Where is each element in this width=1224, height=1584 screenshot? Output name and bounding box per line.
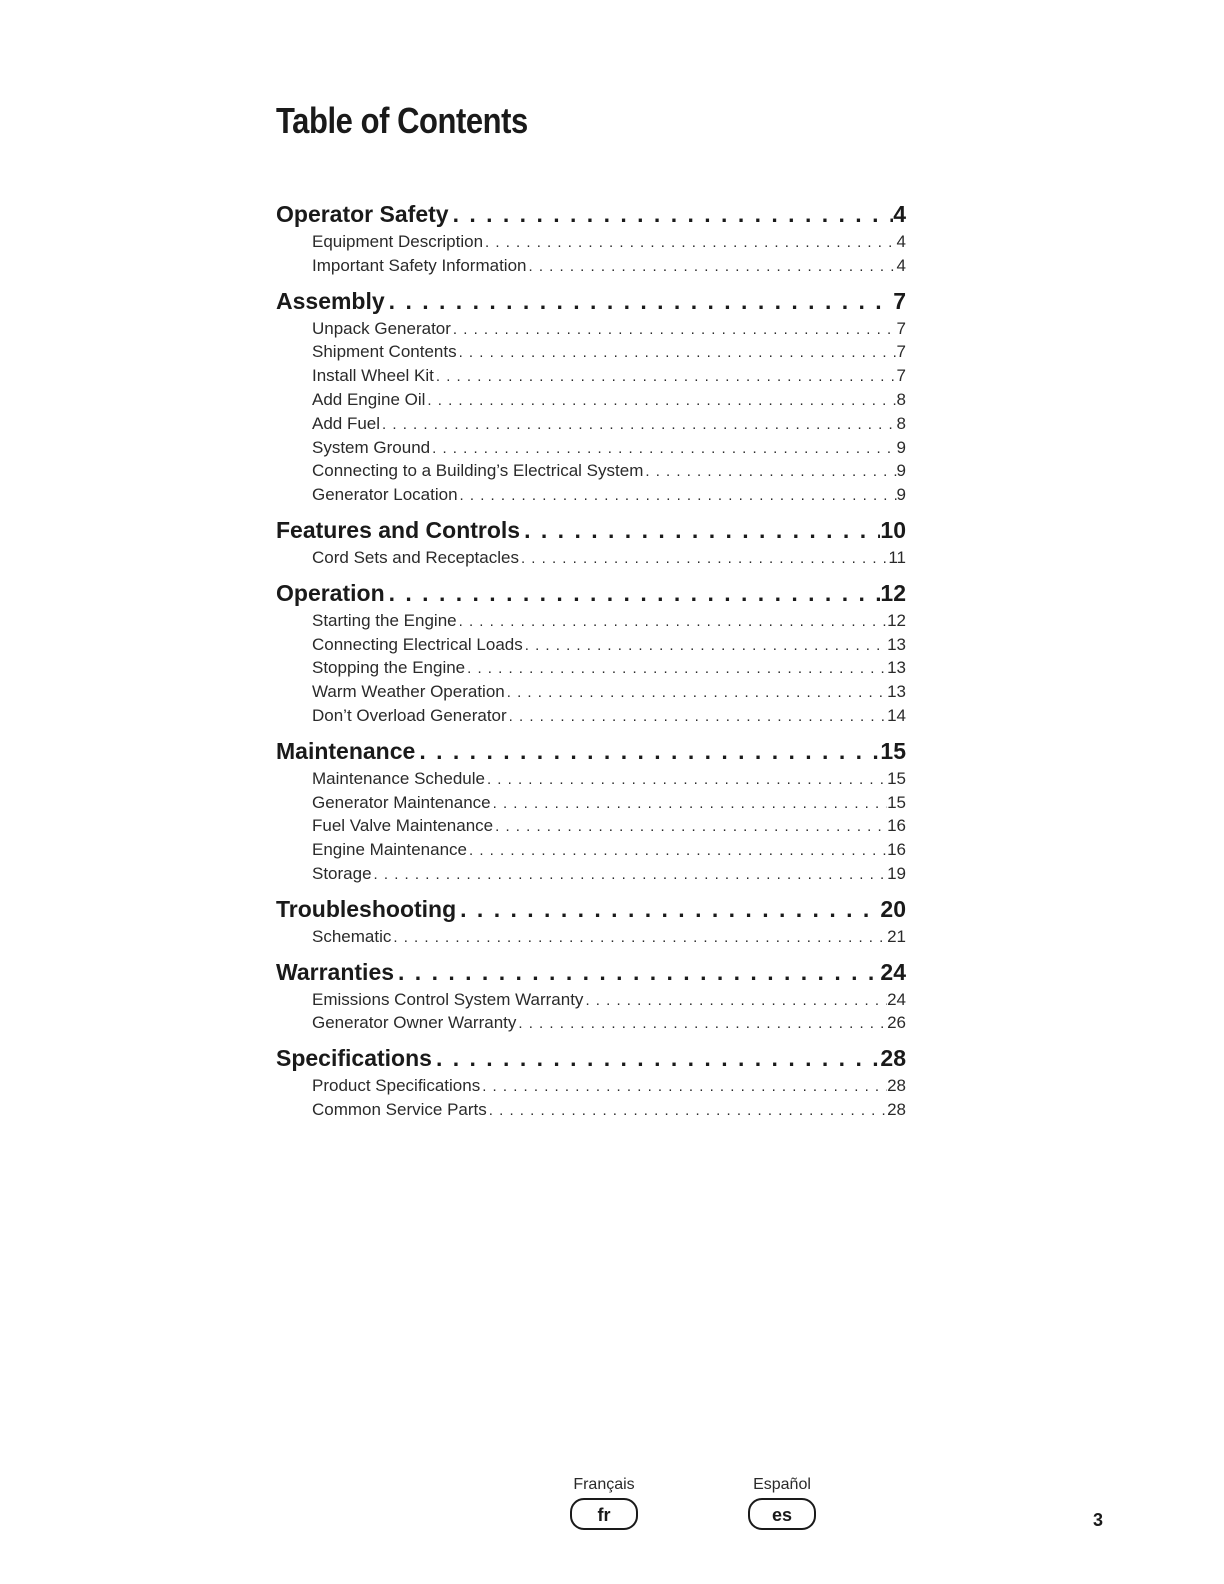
- toc-entry-page: 9: [896, 485, 906, 505]
- toc-entry-title: Emissions Control System Warranty: [312, 989, 584, 1009]
- toc-section-page: 10: [880, 516, 906, 543]
- toc-section-page: 12: [880, 579, 906, 606]
- dot-leader: [480, 1075, 887, 1098]
- dot-leader: [456, 893, 880, 925]
- dot-leader: [457, 341, 897, 364]
- toc-entry-page: 13: [887, 682, 906, 702]
- toc-entry[interactable]: [312, 656, 906, 680]
- toc-section-page: 24: [880, 958, 906, 985]
- toc-section-title: Assembly: [276, 287, 385, 314]
- dot-leader: [425, 389, 896, 412]
- toc-section-heading[interactable]: [276, 198, 906, 230]
- toc-entry-page: 7: [896, 366, 906, 386]
- toc-entry-title: Generator Location: [312, 485, 458, 505]
- toc-entry[interactable]: [312, 364, 906, 388]
- dot-leader: [434, 365, 897, 388]
- toc-entry-page: 4: [896, 232, 906, 251]
- toc-section-title: Troubleshooting: [276, 895, 457, 922]
- toc-entry-page: 16: [887, 840, 906, 860]
- toc-entry-page: 14: [887, 705, 906, 725]
- language-french-tab[interactable]: fr: [570, 1498, 638, 1530]
- toc-section-heading[interactable]: [276, 956, 906, 988]
- toc-section-page: 20: [880, 895, 906, 922]
- toc-entry[interactable]: [312, 1011, 906, 1035]
- toc-entry-title: Storage: [312, 863, 372, 883]
- toc-entry-title: Stopping the Engine: [312, 658, 466, 678]
- toc-section: [276, 198, 906, 278]
- toc-section-heading[interactable]: [276, 285, 906, 317]
- toc-entry[interactable]: [312, 459, 906, 483]
- language-french-label: Français: [573, 1476, 635, 1493]
- toc-entry-page: 8: [896, 413, 906, 433]
- toc-entry-title: Shipment Contents: [312, 342, 457, 362]
- page-title: Table of Contents: [276, 100, 528, 141]
- toc-section-title: Operator Safety: [276, 201, 449, 227]
- dot-leader: [519, 547, 888, 570]
- toc-entry-page: 15: [887, 792, 906, 812]
- toc-entry[interactable]: [312, 254, 906, 278]
- toc-section-heading[interactable]: [276, 514, 906, 546]
- toc-entry-title: Add Engine Oil: [312, 389, 426, 409]
- dot-leader: [507, 705, 887, 728]
- dot-leader: [394, 956, 880, 988]
- toc-entry-page: 8: [896, 389, 906, 409]
- toc-entry-title: Connecting to a Building’s Electrical System: [312, 461, 644, 481]
- dot-leader: [432, 1042, 880, 1074]
- toc-section: [276, 893, 906, 949]
- toc-entry[interactable]: [312, 483, 906, 507]
- toc-section: [276, 956, 906, 1036]
- toc-entry-page: 12: [887, 610, 906, 630]
- toc-entry-page: 28: [887, 1076, 906, 1096]
- toc-section-page: 7: [893, 287, 906, 314]
- toc-entry-page: 15: [887, 768, 906, 788]
- toc-entry-page: 26: [887, 1013, 906, 1033]
- toc-section-title: Warranties: [276, 958, 395, 985]
- toc-entry-title: Common Service Parts: [312, 1099, 487, 1119]
- toc-entry-title: Schematic: [312, 926, 392, 946]
- toc-entry-title: Product Specifications: [312, 1076, 481, 1096]
- toc-entry[interactable]: [312, 412, 906, 436]
- toc-entry-page: 7: [896, 342, 906, 362]
- toc-entry-page: 13: [887, 658, 906, 678]
- toc-entry[interactable]: [312, 633, 906, 657]
- toc-entry-title: Maintenance Schedule: [312, 768, 485, 788]
- dot-leader: [491, 792, 887, 815]
- toc-entry-page: 16: [887, 816, 906, 836]
- toc-section-title: Maintenance: [276, 737, 416, 764]
- toc-entry-title: Generator Owner Warranty: [312, 1013, 517, 1033]
- toc-entry[interactable]: [312, 862, 906, 886]
- toc-entry[interactable]: [312, 925, 906, 949]
- toc-entry-page: 24: [887, 989, 906, 1009]
- toc-entry-title: Important Safety Information: [312, 255, 527, 275]
- toc-entry-page: 4: [896, 255, 906, 275]
- language-spanish[interactable]: [744, 1474, 820, 1530]
- toc-entry-page: 9: [896, 461, 906, 481]
- dot-leader: [485, 768, 887, 791]
- toc-section-heading[interactable]: [276, 577, 906, 609]
- dot-leader: [430, 437, 896, 460]
- language-french[interactable]: [566, 1474, 642, 1530]
- language-spanish-tab[interactable]: es: [748, 1498, 816, 1530]
- toc-section-page: 28: [880, 1045, 906, 1072]
- toc-entry[interactable]: [312, 838, 906, 862]
- toc-entry[interactable]: [312, 1098, 906, 1122]
- toc-entry[interactable]: [312, 704, 906, 728]
- dot-leader: [449, 198, 894, 230]
- toc-entry[interactable]: [312, 680, 906, 704]
- toc-entry-title: Starting the Engine: [312, 610, 457, 630]
- dot-leader: [372, 863, 888, 886]
- toc-section-heading[interactable]: [276, 893, 906, 925]
- dot-leader: [527, 255, 897, 278]
- page-number: 3: [1093, 1510, 1104, 1530]
- toc-section: [276, 1042, 906, 1122]
- dot-leader: [458, 484, 897, 507]
- dot-leader: [643, 460, 896, 483]
- toc-entry-title: Equipment Description: [312, 232, 484, 251]
- toc-section: [276, 285, 906, 507]
- toc-section: [276, 735, 906, 886]
- toc-entry[interactable]: [312, 791, 906, 815]
- toc-entry-page: 28: [887, 1099, 906, 1119]
- toc-entry-title: Don’t Overload Generator: [312, 705, 507, 725]
- toc-section-title: Features and Controls: [276, 516, 521, 543]
- dot-leader: [523, 634, 887, 657]
- dot-leader: [516, 1012, 887, 1035]
- dot-leader: [415, 735, 880, 767]
- toc-entry-page: 21: [887, 926, 906, 946]
- toc-entry-title: System Ground: [312, 437, 431, 457]
- dot-leader: [457, 610, 887, 633]
- toc-section-heading[interactable]: [276, 1042, 906, 1074]
- dot-leader: [505, 681, 887, 704]
- dot-leader: [391, 926, 887, 949]
- toc-entry-title: Cord Sets and Receptacles: [312, 547, 519, 567]
- toc-entry-page: 9: [896, 437, 906, 457]
- toc-section-page: 15: [880, 737, 906, 764]
- toc-entry-title: Warm Weather Operation: [312, 682, 505, 702]
- toc-section: [276, 577, 906, 728]
- toc-entry-title: Fuel Valve Maintenance: [312, 816, 494, 836]
- toc-entry-page: 11: [888, 547, 906, 567]
- toc-entry-title: Install Wheel Kit: [312, 366, 434, 386]
- toc-entry[interactable]: [312, 317, 906, 341]
- dot-leader: [467, 839, 887, 862]
- toc-entry-page: 13: [887, 634, 906, 654]
- toc-entry-title: Unpack Generator: [312, 318, 451, 338]
- toc-entry[interactable]: [312, 609, 906, 633]
- toc-section-heading[interactable]: [276, 735, 906, 767]
- dot-leader: [493, 815, 887, 838]
- toc-entry[interactable]: [312, 436, 906, 460]
- toc-entry[interactable]: [312, 546, 906, 570]
- toc-entry-page: 7: [896, 318, 906, 338]
- toc-entry[interactable]: [312, 230, 906, 254]
- toc-entry[interactable]: [312, 340, 906, 364]
- toc-section-title: Operation: [276, 579, 385, 606]
- toc-entry-title: Engine Maintenance: [312, 840, 468, 860]
- language-tabs: [566, 1474, 826, 1534]
- toc-entry[interactable]: [312, 814, 906, 838]
- toc-entry-title: Connecting Electrical Loads: [312, 634, 523, 654]
- dot-leader: [380, 413, 896, 436]
- toc-entry[interactable]: [312, 767, 906, 791]
- dot-leader: [465, 657, 887, 680]
- dot-leader: [487, 1099, 887, 1122]
- toc-entry[interactable]: [312, 988, 906, 1012]
- dot-leader: [483, 231, 897, 254]
- toc-section-page: 4: [893, 201, 906, 227]
- toc-section-title: Specifications: [276, 1045, 432, 1072]
- dot-leader: [520, 514, 880, 546]
- toc-section: [276, 514, 906, 570]
- toc-entry[interactable]: [312, 388, 906, 412]
- toc-entry-title: Add Fuel: [312, 413, 381, 433]
- toc-entry-page: 19: [887, 863, 906, 883]
- dot-leader: [385, 285, 894, 317]
- language-spanish-label: Español: [753, 1476, 811, 1493]
- toc-entry[interactable]: [312, 1074, 906, 1098]
- dot-leader: [451, 318, 897, 341]
- toc-entry-title: Generator Maintenance: [312, 792, 491, 812]
- table-of-contents: [276, 198, 906, 1129]
- dot-leader: [583, 989, 887, 1012]
- dot-leader: [385, 577, 881, 609]
